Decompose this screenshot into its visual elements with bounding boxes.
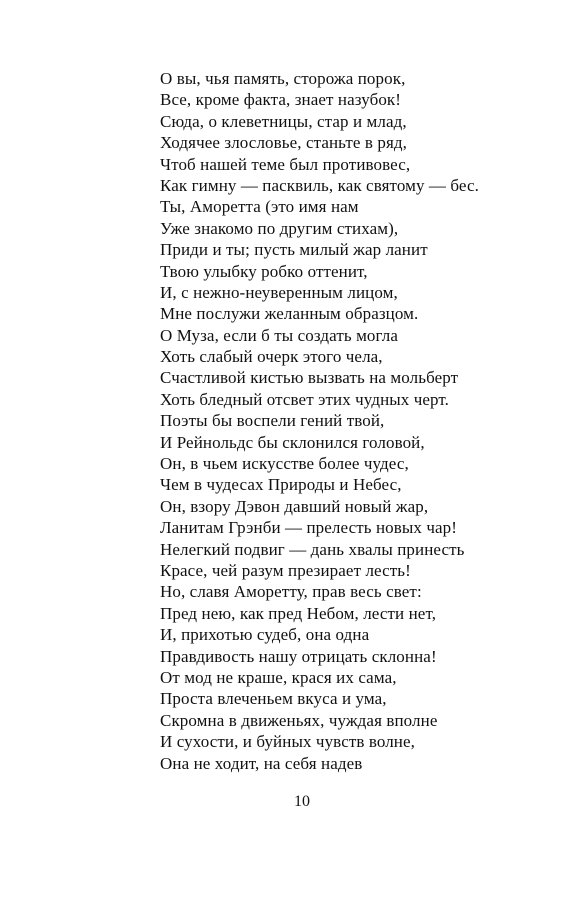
poem-line: Нелегкий подвиг — дань хвалы принесть (160, 539, 465, 559)
poem-line: Правдивость нашу отрицать склонна! (160, 646, 437, 666)
poem-line: И сухости, и буйных чувств волне, (160, 732, 416, 752)
poem-line: Хоть слабый очерк этого чела, (160, 347, 383, 367)
poem-line: Хоть бледный отсвет этих чудных черт. (160, 389, 450, 409)
poem-line: Но, славя Аморетту, прав весь свет: (160, 582, 422, 602)
poem-line: Как гимну — пасквиль, как святому — бес. (160, 175, 479, 195)
poem-line: Пред нею, как пред Небом, лести нет, (160, 603, 437, 623)
page-number: 10 (294, 793, 310, 810)
poem-line: Сюда, о клеветницы, стар и млад, (160, 111, 407, 131)
poem-line: Все, кроме факта, знает назубок! (160, 90, 402, 110)
poem-line: Чем в чудесах Природы и Небес, (160, 475, 402, 495)
poem-line: Она не ходит, на себя надев (160, 753, 363, 773)
poem-line: Мне послужи желанным образцом. (160, 304, 419, 324)
poem-line: Проста влеченьем вкуса и ума, (160, 689, 387, 709)
poem-line: И Рейнольдс бы склонился головой, (160, 432, 425, 452)
poem-line: Счастливой кистью вызвать на мольберт (160, 368, 459, 388)
poem-line: Он, в чьем искусстве более чудес, (160, 454, 409, 474)
poem-line: Приди и ты; пусть милый жар ланит (160, 240, 428, 260)
poem-line: И, с нежно-неуверенным лицом, (160, 282, 398, 302)
poem-line: Ты, Аморетта (это имя нам (160, 197, 359, 217)
poem-line: О вы, чья память, сторожа порок, (160, 69, 406, 88)
poem-line: Поэты бы воспели гений твой, (160, 411, 385, 431)
poem-line: Скромна в движеньях, чуждая вполне (160, 710, 438, 730)
poem-line: Твою улыбку робко оттенит, (160, 261, 368, 281)
poem-line: О Муза, если б ты создать могла (160, 325, 398, 345)
poem-text (160, 68, 479, 774)
poem-line: Он, взору Дэвон давший новый жар, (160, 496, 429, 516)
poem-line: Ходячее злословье, станьте в ряд, (160, 133, 408, 153)
poem-line: От мод не краше, крася их сама, (160, 667, 397, 687)
poem-line: Ланитам Грэнби — прелесть новых чар! (160, 518, 458, 538)
poem-line: Уже знакомо по другим стихам), (160, 218, 399, 238)
poem-line: Красе, чей разум презирает лесть! (160, 560, 411, 580)
poem-line: Чтоб нашей теме был противовес, (160, 154, 411, 174)
poem-line: И, прихотью судеб, она одна (160, 625, 370, 645)
